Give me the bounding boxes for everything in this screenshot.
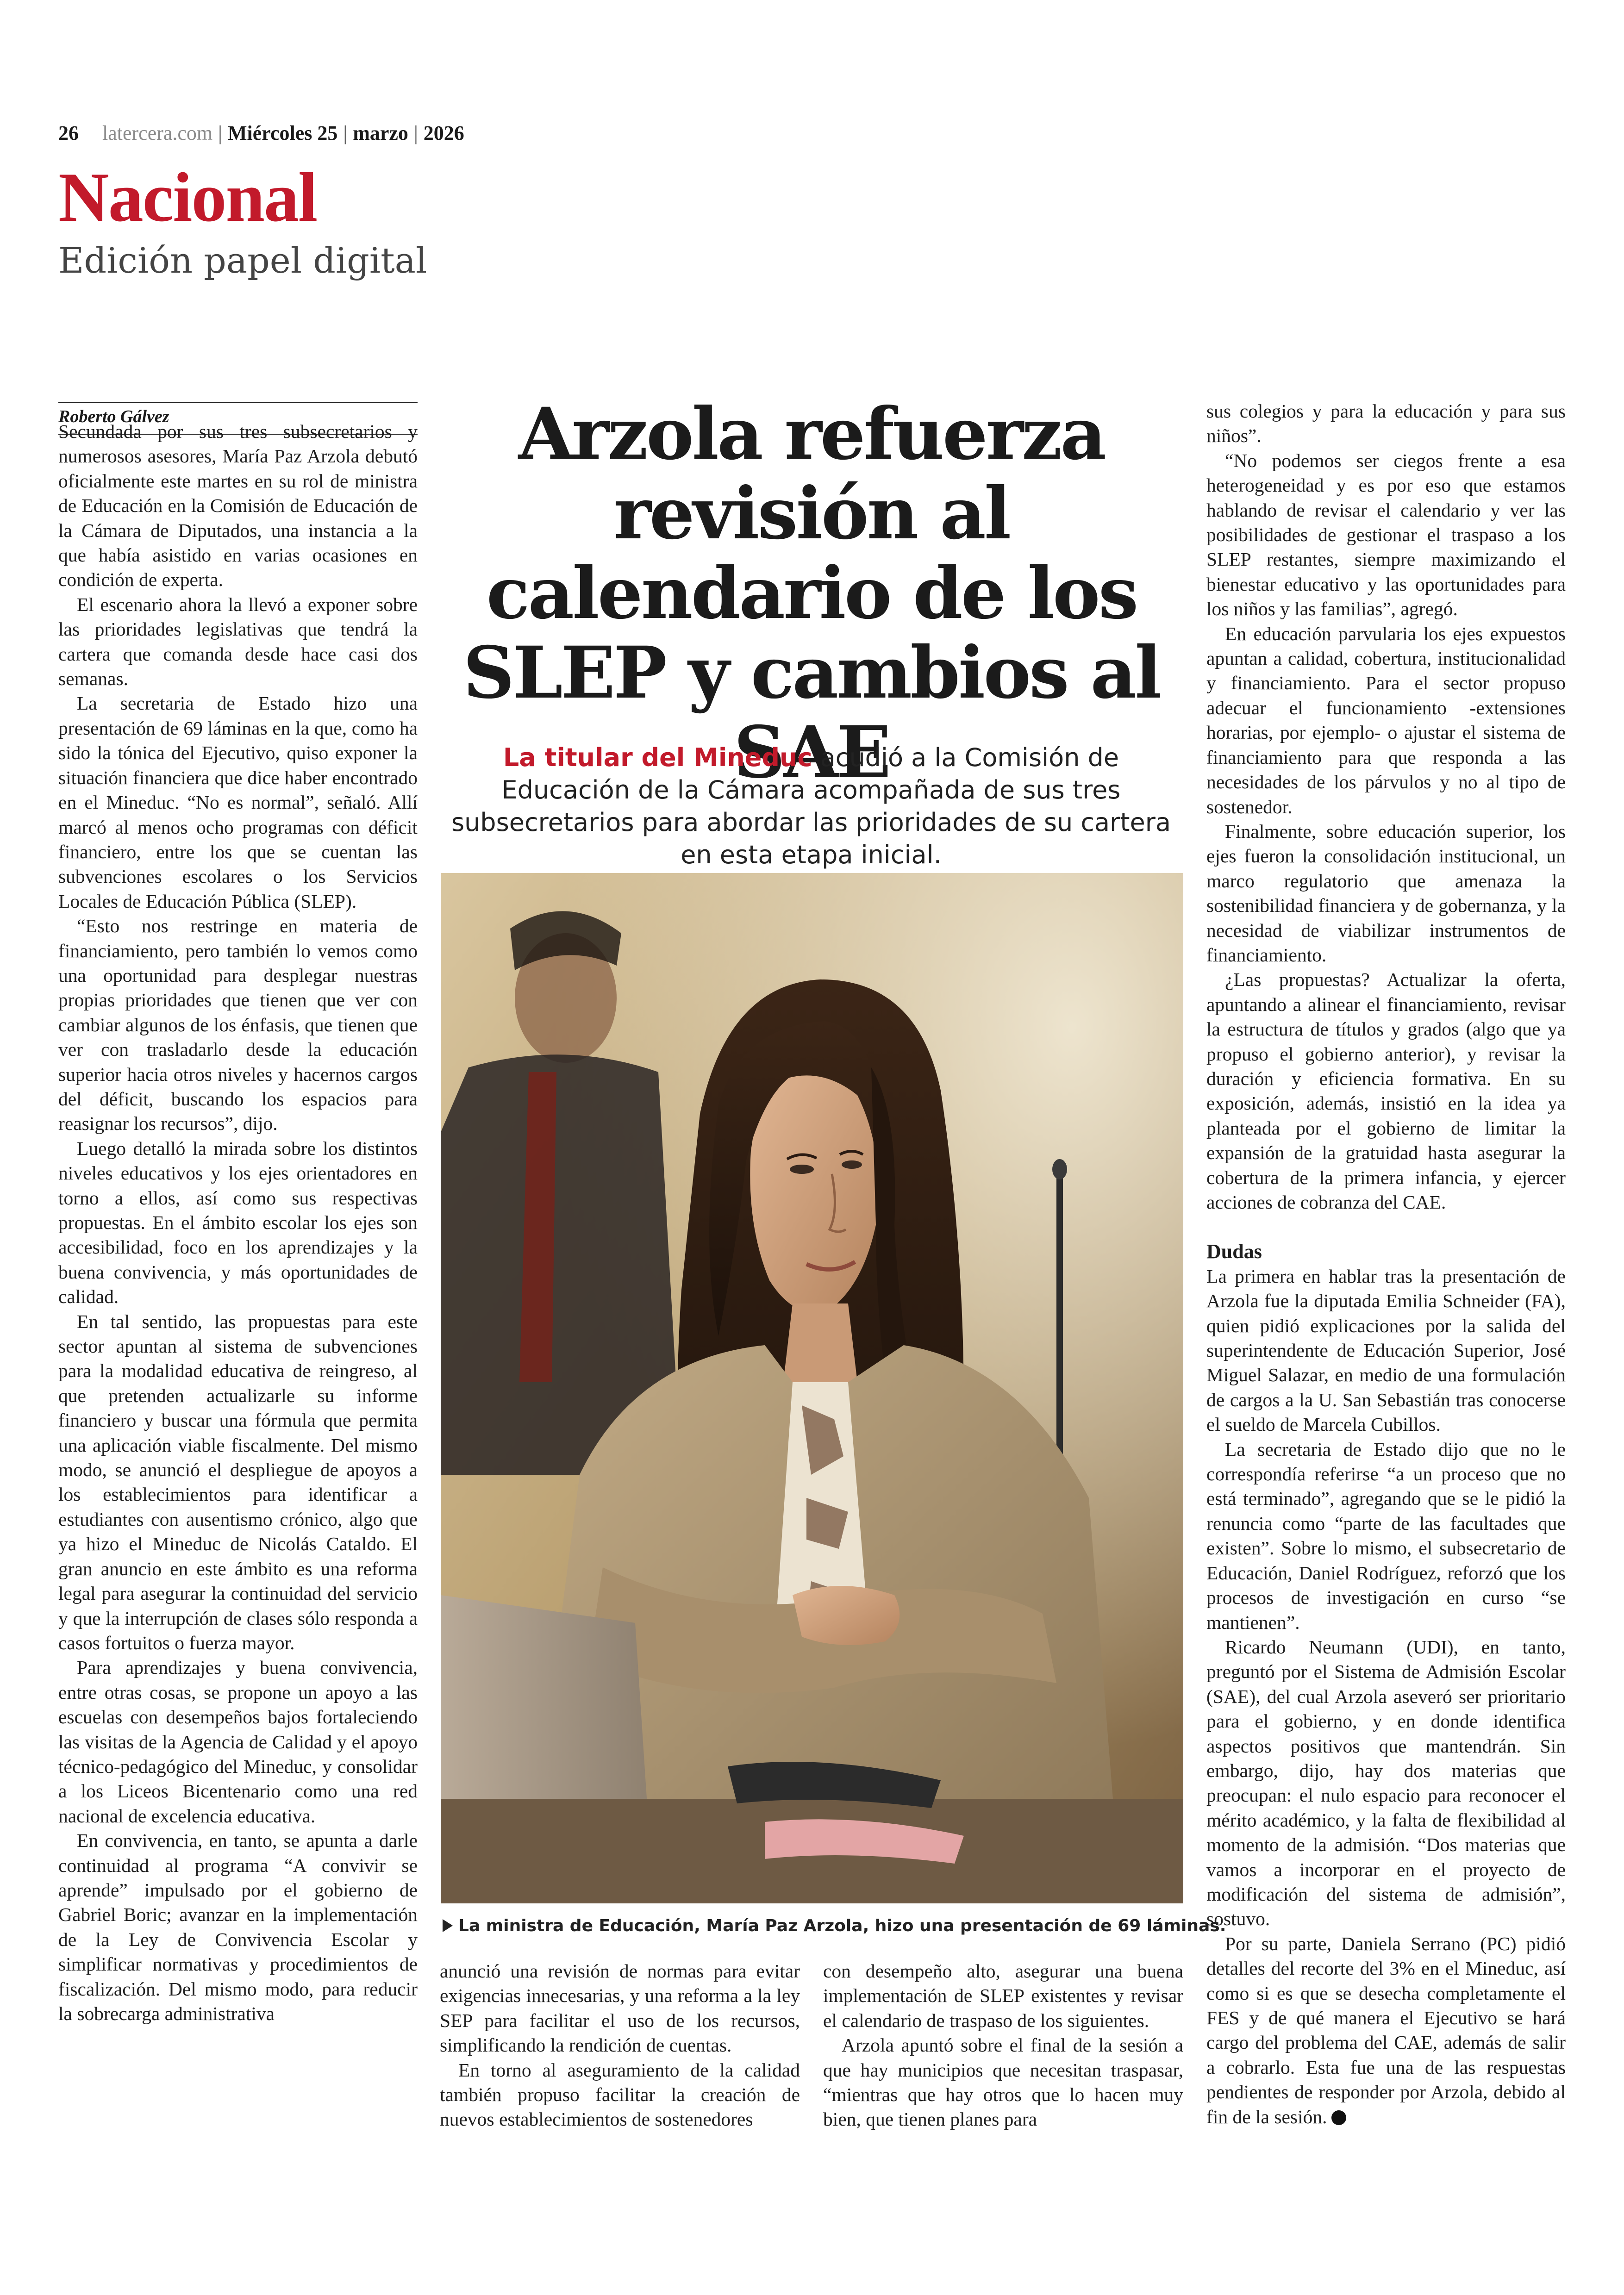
paragraph: Ricardo Neumann (UDI), en tanto, preguntó por el Sistema de Admisión Escolar (SAE), del cual Arzola aseveró ser prioritario para el gobierno, y en donde identifica aspectos positivos que mantendrán. Sin embargo, dijo, hay dos materias que preocupan: el nulo espacio para reconocer el mérito académico, y la falta de flexibilidad al momento de la admisión. “Dos materias que vamos a incorporar en el proyecto de modificación del sistema de admisión”, sostuvo. [1206,1636,1566,1930]
byline: Roberto Gálvez [58,407,169,426]
subhead: Dudas [1206,1240,1262,1263]
deck-lead: La titular del Mineduc [503,743,812,772]
paragraph: Para aprendizajes y buena convivencia, entre otras cosas, se propone un apoyo a las escuelas con desempeños bajos fortaleciendo las visitas de la Agencia de Calidad y el apoyo técnico-pedagógico del Mineduc, y consolidar a los Liceos Bicentenario como una red nacional de excelencia educativa. [58,1657,418,1827]
paragraph: con desempeño alto, asegurar una buena implementación de SLEP existentes y revisar el calendario de traspaso de los siguientes. [823,1960,1183,2031]
paragraph: anunció una revisión de normas para evitar exigencias innecesarias, y una reforma a la ley SEP para facilitar el uso de los recursos, simplificando la rendición de cuentas. [440,1960,800,2056]
deck-text: acudió a la Comisión de Educación de la Cámara acompañada de sus tres subsecretarios para abordar las prioridades de su cartera en esta etapa inicial. [451,743,1171,869]
paragraph: En educación parvularia los ejes expuestos apuntan a calidad, cobertura, institucionalidad y financiamiento. Para el sector propuso adecuar el funcionamiento -extensiones horarias, por ejemplo- o ajustar el sistema de financiamiento para que responda a las necesidades de los párvulos y no al tipo de sostenedor. [1206,623,1566,817]
caption-triangle-icon [443,1919,453,1932]
page-number: 26 [58,122,79,144]
paragraph: sus colegios y para la educación y para sus niños”. [1206,400,1566,447]
folio-day: Miércoles 25 [227,122,338,144]
end-mark-icon [1331,2110,1346,2125]
paragraph: Finalmente, sobre educación superior, los ejes fueron la consolidación institucional, un marco regulatorio que amenaza la sostenibilidad financiera y de gobernanza, y la necesidad de viabilizar instrumentos de financiamiento. [1206,820,1566,966]
paragraph: En tal sentido, las propuestas para este sector apuntan al sistema de subvenciones para la modalidad educativa de reingreso, al que pretenden actualizarle su informe financiero y buscar una fórmula que permita una aplicación viable fiscalmente. Del mismo modo, se anunció el despliegue de apoyos a los establecimientos para identificar a estudiantes con ausentismo crónico, algo que ya hizo el Mineduc de Nicolás Cataldo. El gran anuncio en este ámbito es una reforma legal para asegurar la continuidad del servicio y que la interrupción de clases sólo responda a casos fortuitos o fuerza mayor. [58,1310,418,1653]
article-column-1 [58,419,418,2026]
folio-year: 2026 [423,122,464,144]
paragraph: Luego detalló la mirada sobre los distintos niveles educativos y los ejes orientadores en torno a ellos, así como sus respectivas propuestas. En el ámbito escolar los ejes son accesibilidad, foco en los aprendizajes y la buena convivencia, y más oportunidades de calidad. [58,1137,418,1308]
paragraph: La primera en hablar tras la presentación de Arzola fue la diputada Emilia Schneider (FA), quien pidió explicaciones por la salida del superintendente de Educación Superior, José Miguel Salazar, en medio de una formulación de cargos a la U. San Sebastián tras conocerse el sueldo de Marcela Cubillos. [1206,1265,1566,1435]
article-column-4 [1206,399,1566,2129]
edition-label: Edición papel digital [58,240,427,281]
article-photo [441,873,1183,1903]
headline: Arzola refuerza revisión al calendario de los SLEP y cambios al SAE [463,392,1160,794]
article-column-3 [823,1959,1183,2132]
paragraph: En torno al aseguramiento de la calidad también propuso facilitar la creación de nuevos establecimientos de sostenedores [440,2059,800,2130]
paragraph: Secundada por sus tres subsecretarios y numerosos asesores, María Paz Arzola debutó oficialmente este martes en su rol de ministra de Educación en la Comisión de Educación de la Cámara de Diputados, una instancia a la que había asistido en varias ocasiones en condición de experta. [58,421,418,591]
author-rule [58,402,418,403]
paragraph: Arzola apuntó sobre el final de la sesión a que hay municipios que necesitan traspasar, “mientras que hay otros que lo hacen muy bien, que tienen planes para [823,2034,1183,2130]
paragraph: “No podemos ser ciegos frente a esa heterogeneidad y es por eso que estamos hablando de revisar el calendario y ver las posibilidades de gestionar el traspaso a los SLEP restantes, siempre maximizando el bienestar educativo y las oportunidades para los niños y las familias”, agregó. [1206,449,1566,620]
paragraph: La secretaria de Estado hizo una presentación de 69 láminas en la que, como ha sido la tónica del Ejecutivo, quiso exponer la situación financiera que dice haber encontrado en el Mineduc. “No es normal”, señaló. Allí marcó al menos ocho programas con déficit financiero, entre los que se cuentan las subvenciones escolares o los Servicios Locales de Educación Pública (SLEP). [58,692,418,912]
paragraph: En convivencia, en tanto, se apunta a darle continuidad al programa “A convivir se aprende” impulsado por el gobierno de Gabriel Boric; avanzar en la implementación de la Ley de Convivencia Escolar y simplificar normativas y procedimientos de fiscalización. Del mismo modo, para reducir la sobrecarga administrativa [58,1830,418,2024]
photo-illustration [441,873,1183,1903]
folio-separator: | [413,122,418,144]
caption-text: La ministra de Educación, María Paz Arzola, hizo una presentación de 69 láminas. [458,1916,1226,1935]
paragraph: “Esto nos restringe en materia de financiamiento, pero también lo vemos como una oportunidad para desplegar nuestras propias prioridades que tienen que ver con cambiar algunos de los énfasis, que tienen que ver con trasladarlo desde la educación superior hacia otros niveles y hacernos cargos del déficit, buscando los espacios para reasignar los recursos”, dijo. [58,915,418,1135]
site-name: latercera.com [102,122,213,144]
paragraph: El escenario ahora la llevó a exponer sobre las prioridades legislativas que tendrá la cartera que comanda desde hace casi dos semanas. [58,593,418,690]
paragraph-text: Por su parte, Daniela Serrano (PC) pidió detalles del recorte del 3% en el Mineduc, así como si es que se desecha completamente el FES y de qué manera el Ejecutivo se hará cargo del problema del CAE, además de salir a cobrarlo. Esta fue una de las respuestas pendientes de responder por Arzola, debido al fin de la sesión. [1206,1933,1566,2127]
section-title: Nacional [58,158,317,236]
article-column-2 [440,1959,800,2132]
photo-caption [443,1916,1226,1935]
paragraph: La secretaria de Estado dijo que no le correspondía referirse “a un proceso que no está terminado”, agregando que se le pidió la renuncia como “parte de las facultades que existen”. Sobre lo mismo, el subsecretario de Educación, Daniel Rodríguez, reforzó que los procesos de investigación en curso “se mantienen”. [1206,1438,1566,1633]
deck [445,742,1177,871]
folio-month: marzo [353,122,408,144]
paragraph: ¿Las propuestas? Actualizar la oferta, apuntando a alinear el financiamiento, revisar la estructura de títulos y grados (algo que ya propuso el gobierno anterior), y revisar la duración y eficiencia formativa. En su exposición, además, insistió en la idea ya planteada por el gobierno de limitar la expansión de la gratuidad hasta asegurar la cobertura de la primera infancia, y ejercer acciones de cobranza del CAE. [1206,969,1566,1213]
folio-separator: | [343,122,348,144]
folio-line [58,121,464,145]
paragraph [1206,1932,1566,2129]
folio-separator: | [218,122,222,144]
